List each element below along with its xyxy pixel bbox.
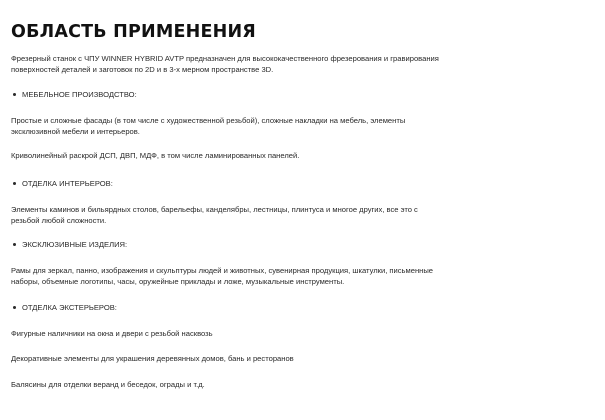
section-heading-interiors	[11, 179, 113, 189]
paragraph-line: Рамы для зеркал, панно, изображения и скульптуры людей и животных, сувенирная продукция, шкатулки, письменные	[11, 266, 434, 275]
section-heading-label: ОТДЕЛКА ИНТЕРЬЕРОВ:	[22, 179, 113, 188]
intro-line: поверхностей деталей и заготовок по 2D и в 3-х мерном пространстве 3D.	[11, 64, 274, 74]
exteriors-paragraph-2	[11, 354, 481, 365]
exteriors-paragraph-3	[11, 380, 481, 391]
paragraph-line: резьбой любой сложности.	[11, 215, 107, 225]
page-title: ОБЛАСТЬ ПРИМЕНЕНИЯ	[11, 22, 256, 42]
intro-paragraph	[11, 54, 481, 75]
intro-line: Фрезерный станок с ЧПУ WINNER HYBRID AVTP предназначен для высококачественного фрезерования и гравирования	[11, 54, 439, 63]
paragraph-line: наборы, объемные логотипы, часы, оружейные приклады и ложе, музыкальные инструменты.	[11, 276, 345, 286]
paragraph-line: Криволинейный раскрой ДСП, ДВП, МДФ, в том числе ламинированных панелей.	[11, 151, 300, 160]
paragraph-line: Простые и сложные фасады (в том числе с художественной резьбой), сложные накладки на мебель, элементы	[11, 116, 406, 125]
section-heading-furniture	[11, 90, 137, 100]
interiors-paragraph-1	[11, 205, 481, 226]
paragraph-line: Декоративные элементы для украшения деревянных домов, бань и ресторанов	[11, 354, 294, 363]
paragraph-line: эксклюзивной мебели и интерьеров.	[11, 126, 140, 136]
paragraph-line: Балясины для отделки веранд и беседок, ограды и т.д.	[11, 380, 205, 389]
section-heading-exclusive	[11, 240, 127, 250]
exclusive-paragraph-1	[11, 266, 481, 287]
bullet-icon	[13, 182, 16, 185]
bullet-icon	[13, 93, 16, 96]
section-heading-exteriors	[11, 303, 117, 313]
paragraph-line: Элементы каминов и бильярдных столов, барельефы, канделябры, лестницы, плинтуса и многое других, все это с	[11, 205, 418, 214]
paragraph-line: Фигурные наличники на окна и двери с резьбой насквозь	[11, 329, 213, 338]
exteriors-paragraph-1	[11, 329, 481, 340]
bullet-icon	[13, 306, 16, 309]
section-heading-label: ОТДЕЛКА ЭКСТЕРЬЕРОВ:	[22, 303, 117, 312]
section-heading-label: ЭКСКЛЮЗИВНЫЕ ИЗДЕЛИЯ:	[22, 240, 128, 249]
furniture-paragraph-1	[11, 116, 481, 137]
section-heading-label: МЕБЕЛЬНОЕ ПРОИЗВОДСТВО:	[22, 90, 137, 99]
furniture-paragraph-2	[11, 151, 481, 162]
bullet-icon	[13, 243, 16, 246]
